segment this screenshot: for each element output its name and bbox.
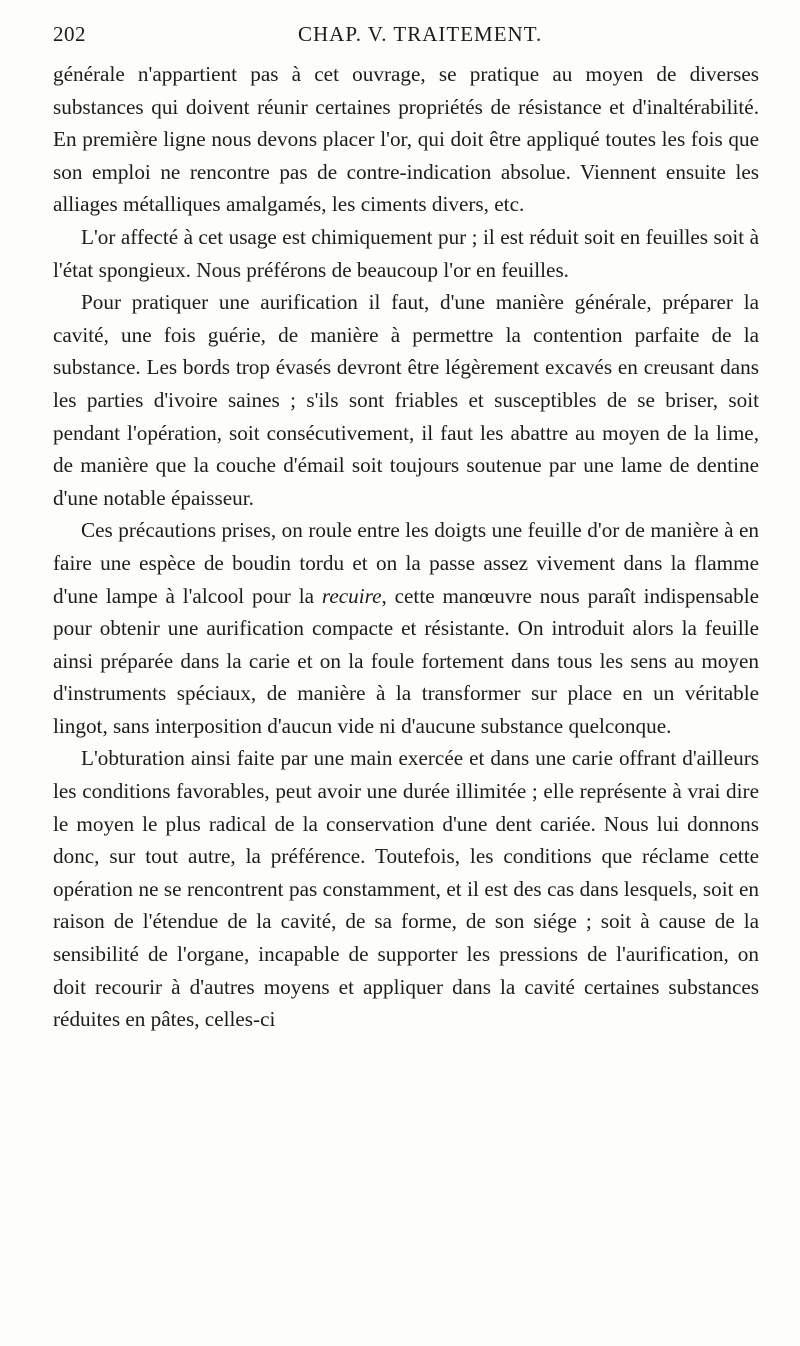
annealing-text-before: Ces précautions prises, on roule entre les doigts une feuille d'or de manière à en faire une espèce de boudin tordu et on la passe assez vivement dans la flamme d'une lampe à l'alcool pour la <box>53 518 759 608</box>
page-number: 202 <box>53 22 86 46</box>
paragraph-continuation: générale n'appartient pas à cet ouvrage, se pratique au moyen de diverses substances qui doivent réunir certaines propriétés de résistance et d'inaltérabilité. En première ligne nous devons placer l'or, qui doit être appliqué toutes les fois que son emploi ne rencontre pas de contre-indication absolue. Viennent ensuite les alliages métalliques amalgamés, les ciments divers, etc. <box>53 62 759 217</box>
paragraph-cavity-preparation: Pour pratiquer une aurification il faut, d'une manière générale, préparer la cavité, une fois guérie, de manière à permettre la contention parfaite de la substance. Les bords trop évasés devront être légèrement excavés en creusant dans les parties d'ivoire saines ; s'ils sont friables et susceptibles de se briser, soit pendant l'opération, soit consécutivement, il faut les abattre au moyen de la lime, de manière que la couche d'émail soit toujours soutenue par une lame de dentine d'une notable épaisseur. <box>53 290 759 510</box>
body-text <box>53 58 759 1036</box>
paragraph-gold-purity: L'or affecté à cet usage est chimiquement pur ; il est réduit soit en feuilles soit à l'état spongieux. Nous préférons de beaucoup l'or en feuilles. <box>53 224 759 282</box>
paragraph-gold-annealing <box>53 514 759 742</box>
emphasis-recuire: recuire <box>321 583 382 608</box>
page-header <box>53 20 759 54</box>
paragraph-obturation: L'obturation ainsi faite par une main exercée et dans une carie offrant d'ailleurs les conditions favorables, peut avoir une durée illimitée ; elle représente à vrai dire le moyen le plus radical de la conservation d'une dent cariée. Nous lui donnons donc, sur tout autre, la préférence. Toutefois, les conditions que réclame cette opération ne se rencontrent pas constamment, et il est des cas dans lesquels, soit en raison de l'étendue de la cavité, de sa forme, de son siége ; soit à cause de la sensibilité de l'organe, incapable de supporter les pressions de l'aurification, on doit recourir à d'autres moyens et appliquer dans la cavité certaines substances réduites en pâtes, celles-ci <box>53 746 759 1032</box>
annealing-text-after: , cette manœuvre nous paraît indispensable pour obtenir une aurification compacte et résistante. On introduit alors la feuille ainsi préparée dans la carie et on la foule fortement dans tous les sens au moyen d'instruments spéciaux, de manière à la transformer sur place en un véritable lingot, sans interposition d'aucun vide ni d'aucune substance quelconque. <box>53 583 760 738</box>
running-head: CHAP. V. TRAITEMENT. <box>298 22 543 46</box>
